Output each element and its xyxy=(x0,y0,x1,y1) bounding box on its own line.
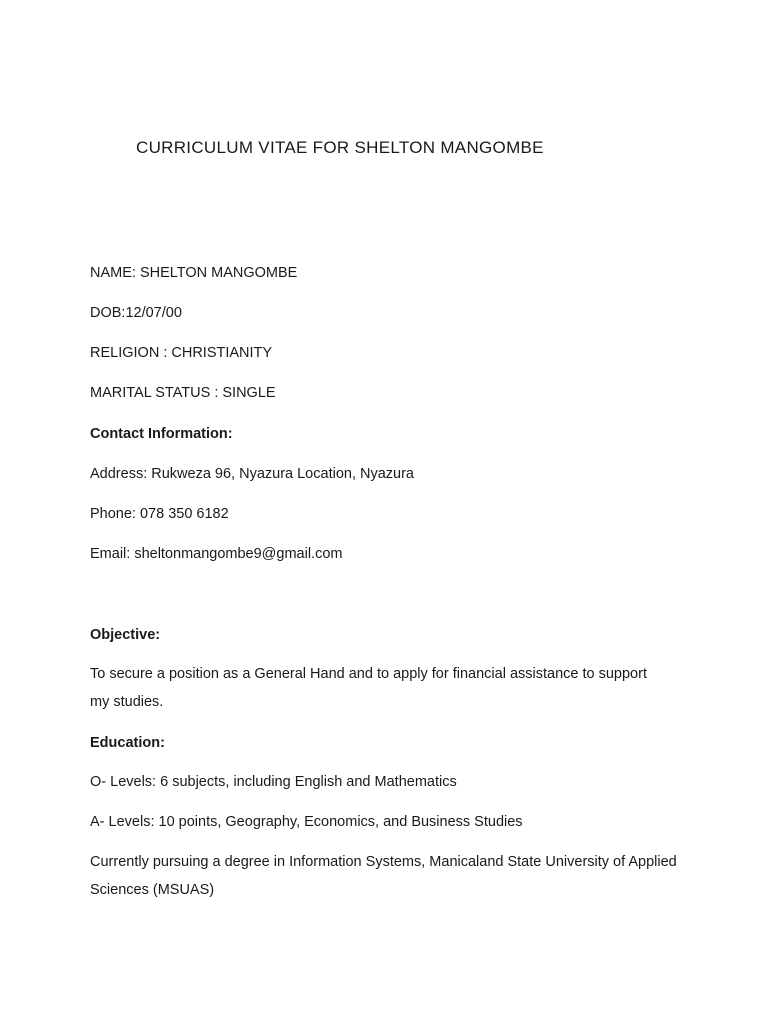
phone-line: Phone: 078 350 6182 xyxy=(90,506,229,522)
contact-heading: Contact Information: xyxy=(90,426,233,442)
dob-line: DOB:12/07/00 xyxy=(90,305,182,321)
name-line: NAME: SHELTON MANGOMBE xyxy=(90,265,298,281)
o-levels-line: O- Levels: 6 subjects, including English and Mathematics xyxy=(90,774,457,790)
current-studies-text: Currently pursuing a degree in Information Systems, Manicaland State University of Applied Sciences (MSUAS) xyxy=(90,854,677,898)
document-title: CURRICULUM VITAE FOR SHELTON MANGOMBE xyxy=(136,138,544,157)
objective-heading: Objective: xyxy=(90,627,161,643)
religion-line: RELIGION : CHRISTIANITY xyxy=(90,345,273,361)
education-heading: Education: xyxy=(90,735,165,751)
email-line: Email: sheltonmangombe9@gmail.com xyxy=(90,546,343,562)
objective-text: To secure a position as a General Hand and to apply for financial assistance to support my studies. xyxy=(90,666,647,710)
marital-status-line: MARITAL STATUS : SINGLE xyxy=(90,385,276,401)
a-levels-line: A- Levels: 10 points, Geography, Economics, and Business Studies xyxy=(90,814,523,830)
address-line: Address: Rukweza 96, Nyazura Location, Nyazura xyxy=(90,466,414,482)
